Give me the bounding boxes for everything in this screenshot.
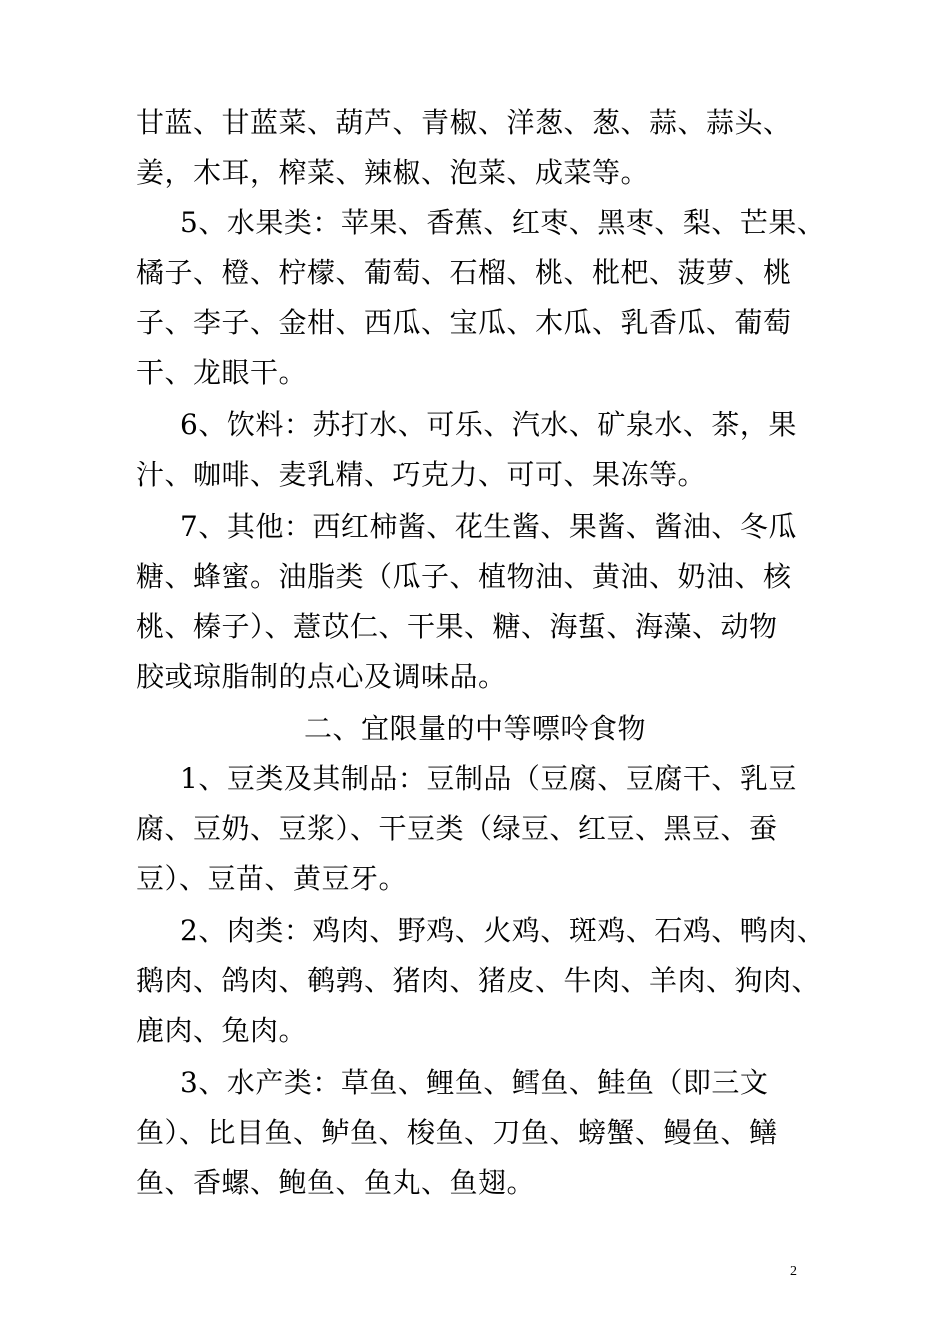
fruit-paragraph-line-3: 子、李子、金柑、西瓜、宝瓜、木瓜、乳香瓜、葡萄 (136, 306, 792, 339)
meat-paragraph-line-1: 2、肉类：鸡肉、野鸡、火鸡、斑鸡、石鸡、鸭肉、 (180, 914, 826, 947)
meat-paragraph-line-2: 鹅肉、鸽肉、鹌鹑、猪肉、猪皮、牛肉、羊肉、狗肉、 (136, 964, 821, 997)
beans-paragraph-line-1: 1、豆类及其制品：豆制品（豆腐、豆腐干、乳豆 (180, 762, 797, 795)
fruit-paragraph-line-4: 干、龙眼干。 (136, 356, 308, 389)
text-line-2: 姜，木耳，榨菜、辣椒、泡菜、成菜等。 (136, 156, 650, 189)
beans-paragraph-line-2: 腐、豆奶、豆浆）、干豆类（绿豆、红豆、黑豆、蚕 (136, 812, 778, 845)
seafood-paragraph-line-2: 鱼）、比目鱼、鲈鱼、梭鱼、刀鱼、螃蟹、鳗鱼、鳝 (136, 1116, 778, 1149)
other-paragraph-line-4: 胶或琼脂制的点心及调味品。 (136, 660, 507, 693)
seafood-paragraph-line-1: 3、水产类：草鱼、鲤鱼、鳕鱼、鲑鱼（即三文 (180, 1066, 769, 1099)
other-paragraph-line-3: 桃、榛子）、薏苡仁、干果、糖、海蜇、海藻、动物 (136, 610, 778, 643)
beans-paragraph-line-3: 豆）、豆苗、黄豆牙。 (136, 862, 408, 895)
drinks-paragraph-line-1: 6、饮料：苏打水、可乐、汽水、矿泉水、茶，果 (180, 408, 797, 441)
section-heading: 二、宜限量的中等嘌呤食物 (303, 712, 646, 745)
page-number: 2 (790, 1264, 797, 1279)
meat-paragraph-line-3: 鹿肉、兔肉。 (136, 1014, 308, 1047)
fruit-paragraph-line-1: 5、水果类：苹果、香蕉、红枣、黑枣、梨、芒果、 (180, 206, 826, 239)
other-paragraph-line-2: 糖、蜂蜜。油脂类（瓜子、植物油、黄油、奶油、核 (136, 560, 792, 593)
fruit-paragraph-line-2: 橘子、橙、柠檬、葡萄、石榴、桃、枇杷、菠萝、桃 (136, 256, 792, 289)
other-paragraph-line-1: 7、其他：西红柿酱、花生酱、果酱、酱油、冬瓜 (180, 510, 797, 543)
drinks-paragraph-line-2: 汁、咖啡、麦乳精、巧克力、可可、果冻等。 (136, 458, 707, 491)
seafood-paragraph-line-3: 鱼、香螺、鲍鱼、鱼丸、鱼翅。 (136, 1166, 536, 1199)
text-line-1: 甘蓝、甘蓝菜、葫芦、青椒、洋葱、葱、蒜、蒜头、 (136, 106, 792, 139)
